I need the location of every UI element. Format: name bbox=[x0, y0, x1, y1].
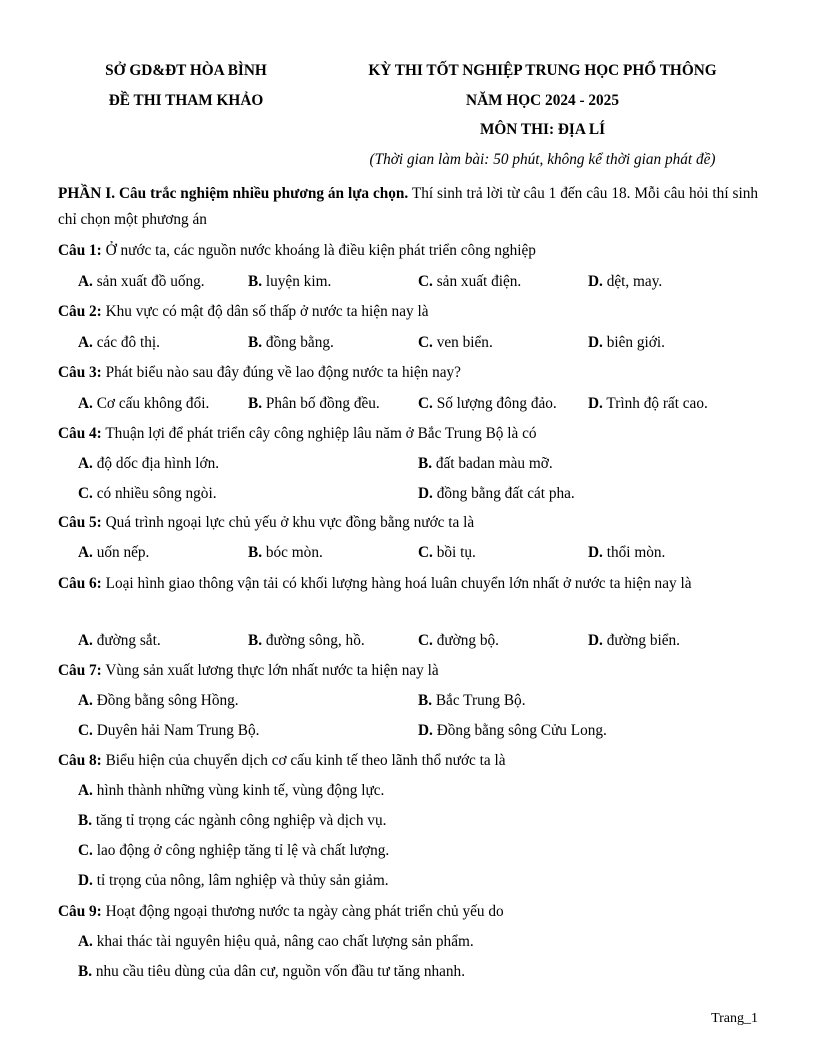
question-text: Vùng sản xuất lương thực lớn nhất nước ta hiện nay là bbox=[101, 662, 439, 679]
q1-option-b[interactable]: B. luyện kim. bbox=[248, 273, 332, 290]
question-text: Thuận lợi để phát triển cây công nghiệp lâu năm ở Bắc Trung Bộ là có bbox=[101, 425, 537, 442]
q8-option-d[interactable]: D. tỉ trọng của nông, lâm nghiệp và thủy sản giảm. bbox=[78, 872, 389, 889]
q4-option-d[interactable]: D. đồng bằng đất cát pha. bbox=[418, 485, 575, 502]
question-label: Câu 9: bbox=[58, 903, 102, 920]
question-label: Câu 5: bbox=[58, 514, 102, 531]
q9-option-a[interactable]: A. khai thác tài nguyên hiệu quả, nâng cao chất lượng sản phẩm. bbox=[78, 933, 474, 950]
q2-option-b[interactable]: B. đồng bằng. bbox=[248, 334, 334, 351]
question-5 bbox=[58, 513, 758, 533]
q4-option-c[interactable]: C. có nhiều sông ngòi. bbox=[78, 485, 217, 502]
q5-option-c[interactable]: C. bồi tụ. bbox=[418, 544, 476, 561]
q6-option-b[interactable]: B. đường sông, hồ. bbox=[248, 632, 365, 649]
section-instruction bbox=[58, 181, 758, 233]
q2-option-a[interactable]: A. các đô thị. bbox=[78, 334, 160, 351]
question-label: Câu 6: bbox=[58, 575, 102, 592]
q8-option-b[interactable]: B. tăng tỉ trọng các ngành công nghiệp và dịch vụ. bbox=[78, 812, 387, 829]
question-3 bbox=[58, 363, 758, 383]
question-8 bbox=[58, 751, 758, 771]
question-9 bbox=[58, 902, 758, 922]
q3-option-d[interactable]: D. Trình độ rất cao. bbox=[588, 395, 708, 412]
time-note: (Thời gian làm bài: 50 phút, không kể thời gian phát đề) bbox=[369, 151, 716, 168]
page-number: Trang_1 bbox=[711, 1011, 758, 1026]
q4-option-a[interactable]: A. độ dốc địa hình lớn. bbox=[78, 455, 220, 472]
question-2 bbox=[58, 302, 758, 322]
q6-option-a[interactable]: A. đường sắt. bbox=[78, 632, 161, 649]
exam-type: ĐỀ THI THAM KHẢO bbox=[108, 92, 264, 109]
subject-title: MÔN THI: ĐỊA LÍ bbox=[479, 121, 606, 138]
question-label: Câu 8: bbox=[58, 752, 102, 769]
school-year: NĂM HỌC 2024 - 2025 bbox=[466, 92, 619, 109]
q1-option-d[interactable]: D. dệt, may. bbox=[588, 273, 663, 290]
q1-option-a[interactable]: A. sản xuất đồ uống. bbox=[78, 273, 205, 290]
exam-title: KỲ THI TỐT NGHIỆP TRUNG HỌC PHỔ THÔNG bbox=[368, 62, 717, 79]
question-label: Câu 7: bbox=[58, 662, 102, 679]
q5-option-a[interactable]: A. uốn nếp. bbox=[78, 544, 150, 561]
question-text: Biểu hiện của chuyển dịch cơ cấu kinh tế theo lãnh thổ nước ta là bbox=[101, 752, 506, 769]
q5-option-b[interactable]: B. bóc mòn. bbox=[248, 544, 323, 561]
section-title: PHẦN I. Câu trắc nghiệm nhiều phương án lựa chọn. bbox=[58, 185, 409, 202]
question-4 bbox=[58, 424, 758, 444]
question-text: Quá trình ngoại lực chủ yếu ở khu vực đồng bằng nước ta là bbox=[101, 514, 475, 531]
q2-option-d[interactable]: D. biên giới. bbox=[588, 334, 665, 351]
question-label: Câu 4: bbox=[58, 425, 102, 442]
q8-option-c[interactable]: C. lao động ở công nghiệp tăng tỉ lệ và chất lượng. bbox=[78, 842, 390, 859]
question-text: Khu vực có mật độ dân số thấp ở nước ta hiện nay là bbox=[101, 303, 429, 320]
department-name: SỞ GD&ĐT HÒA BÌNH bbox=[105, 62, 267, 79]
question-label: Câu 1: bbox=[58, 242, 102, 259]
q6-option-d[interactable]: D. đường biển. bbox=[588, 632, 681, 649]
question-6 bbox=[58, 571, 758, 597]
question-label: Câu 2: bbox=[58, 303, 102, 320]
q5-option-d[interactable]: D. thổi mòn. bbox=[588, 544, 666, 561]
q4-option-b[interactable]: B. đất badan màu mỡ. bbox=[418, 455, 553, 472]
question-7 bbox=[58, 661, 758, 681]
q3-option-c[interactable]: C. Số lượng đông đảo. bbox=[418, 395, 557, 412]
q9-option-b[interactable]: B. nhu cầu tiêu dùng của dân cư, nguồn vốn đầu tư tăng nhanh. bbox=[78, 963, 466, 980]
question-text: Hoạt động ngoại thương nước ta ngày càng phát triển chủ yếu do bbox=[101, 903, 504, 920]
q7-option-c[interactable]: C. Duyên hải Nam Trung Bộ. bbox=[78, 722, 260, 739]
question-text: Loại hình giao thông vận tải có khối lượng hàng hoá luân chuyển lớn nhất ở nước ta hiện nay là bbox=[101, 575, 692, 592]
q7-option-b[interactable]: B. Bắc Trung Bộ. bbox=[418, 692, 526, 709]
q1-option-c[interactable]: C. sản xuất điện. bbox=[418, 273, 522, 290]
q7-option-a[interactable]: A. Đồng bằng sông Hồng. bbox=[78, 692, 239, 709]
q3-option-b[interactable]: B. Phân bố đồng đều. bbox=[248, 395, 380, 412]
q6-option-c[interactable]: C. đường bộ. bbox=[418, 632, 499, 649]
q2-option-c[interactable]: C. ven biển. bbox=[418, 334, 493, 351]
question-text: Phát biểu nào sau đây đúng về lao động nước ta hiện nay? bbox=[101, 364, 461, 381]
q8-option-a[interactable]: A. hình thành những vùng kinh tế, vùng động lực. bbox=[78, 782, 385, 799]
q3-option-a[interactable]: A. Cơ cấu không đổi. bbox=[78, 395, 210, 412]
question-1 bbox=[58, 241, 758, 261]
q7-option-d[interactable]: D. Đồng bằng sông Cửu Long. bbox=[418, 722, 607, 739]
question-label: Câu 3: bbox=[58, 364, 102, 381]
question-text: Ở nước ta, các nguồn nước khoáng là điều kiện phát triển công nghiệp bbox=[101, 242, 536, 259]
section-text: Thí sinh trả lời từ câu 1 đến câu 18. Mỗi câu hỏi thí sinh chỉ chọn một phương án bbox=[58, 185, 758, 228]
